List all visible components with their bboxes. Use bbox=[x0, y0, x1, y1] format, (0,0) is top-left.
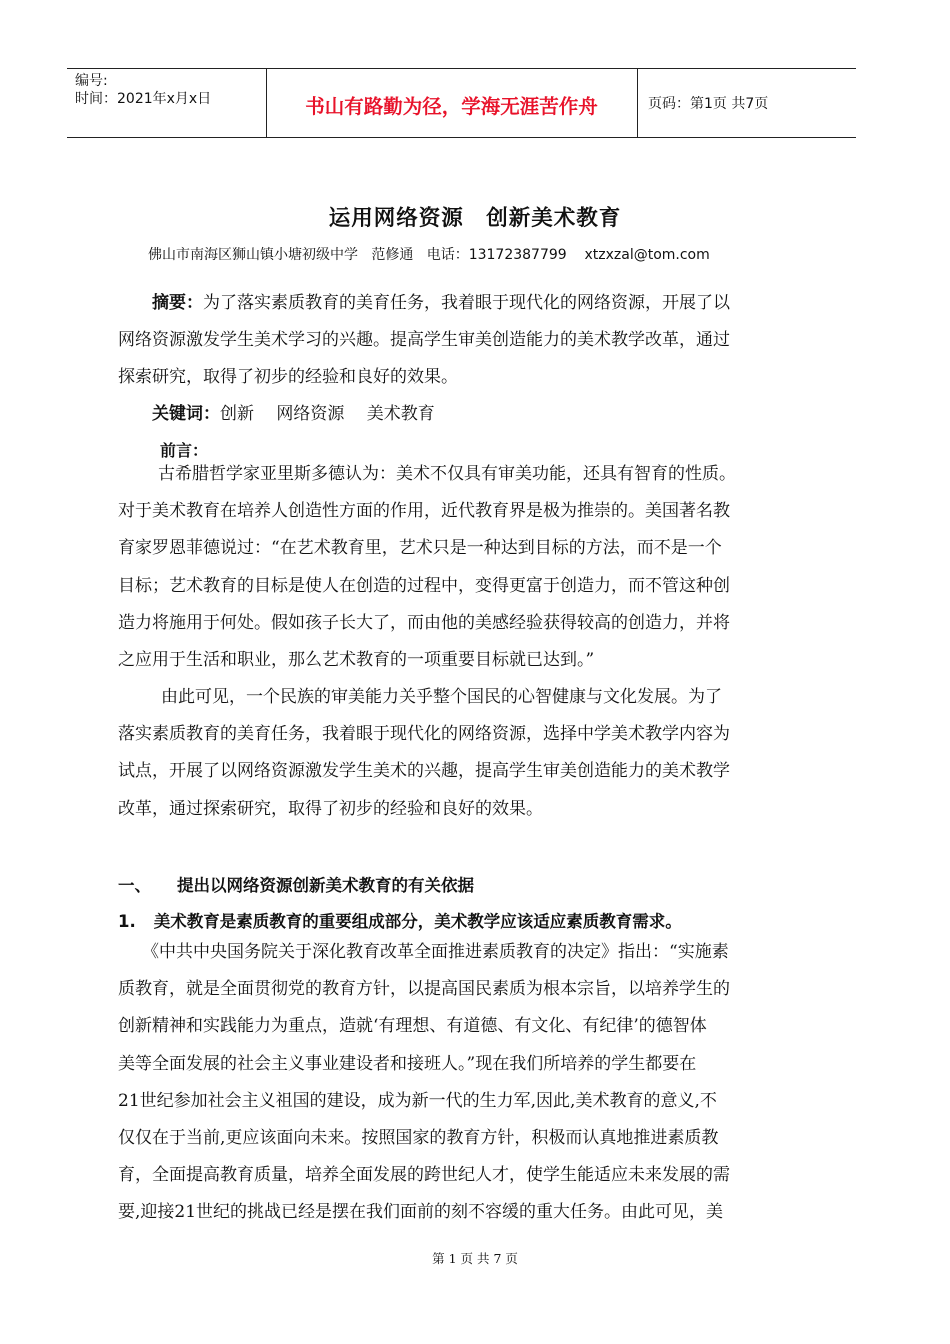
subsection-heading bbox=[118, 908, 682, 932]
policy-line: 《中共中央国务院关于深化教育改革全面推进素质教育的决定》指出：“实施素 bbox=[142, 942, 729, 962]
policy-line: 仅仅在于当前,更应该面向未来。按照国家的教育方针，积极而认真地推进素质教 bbox=[118, 1128, 719, 1149]
document-number-label: 编号: bbox=[75, 73, 108, 89]
section-title: 提出以网络资源创新美术教育的有关依据 bbox=[177, 876, 474, 895]
preface-line: 之应用于生活和职业，那么艺术教育的一项重要目标就已达到。” bbox=[118, 650, 595, 671]
subsection-title: 美术教育是素质教育的重要组成部分，美术教学应该适应素质教育需求。 bbox=[153, 912, 682, 931]
preface-paragraph bbox=[118, 456, 818, 679]
section-number: 一、 bbox=[118, 876, 151, 895]
intro-paragraph bbox=[118, 679, 818, 828]
header-divider bbox=[637, 69, 638, 137]
abstract-label: 摘要： bbox=[152, 293, 203, 313]
preface-line: 目标；艺术教育的目标是使人在创造的过程中，变得更富于创造力，而不管这种创 bbox=[118, 575, 730, 596]
document-time: 时间：2021年x月x日 bbox=[75, 91, 212, 107]
preface-label: 前言： bbox=[160, 441, 209, 460]
abstract-line: 探索研究，取得了初步的经验和良好的效果。 bbox=[118, 367, 458, 388]
intro-line: 改革，通过探索研究，取得了初步的经验和良好的效果。 bbox=[118, 798, 543, 819]
abstract-line: 网络资源激发学生美术学习的兴趣。提高学生审美创造能力的美术教学改革，通过 bbox=[118, 330, 730, 351]
policy-paragraph bbox=[118, 934, 818, 1232]
abstract-line: 摘要：为了落实素质教育的美育任务，我着眼于现代化的网络资源，开展了以 bbox=[152, 293, 730, 313]
page-footer: 第 1 页 共 7 页 bbox=[432, 1251, 518, 1266]
header-motto: 书山有路勤为径，学海无涯苦作舟 bbox=[305, 95, 598, 118]
header-meta bbox=[75, 72, 211, 108]
header-table bbox=[67, 68, 856, 138]
intro-line: 由此可见，一个民族的审美能力关乎整个国民的心智健康与文化发展。为了 bbox=[161, 687, 722, 707]
keywords-line bbox=[118, 396, 818, 433]
author-line: 佛山市南海区狮山镇小塘初级中学 范修通 电话：13172387799 xtzxzal@tom.com bbox=[148, 247, 710, 263]
preface-line: 育家罗恩菲德说过：“在艺术教育里，艺术只是一种达到目标的方法，而不是一个 bbox=[118, 538, 722, 559]
policy-line: 美等全面发展的社会主义事业建设者和接班人。”现在我们所培养的学生都要在 bbox=[118, 1053, 697, 1074]
policy-line: 育，全面提高教育质量，培养全面发展的跨世纪人才，使学生能适应未来发展的需 bbox=[118, 1165, 730, 1186]
abstract-paragraph bbox=[118, 285, 818, 397]
preface-line: 古希腊哲学家亚里斯多德认为：美术不仅具有审美功能，还具有智育的性质。 bbox=[158, 464, 736, 484]
policy-line: 质教育，就是全面贯彻党的教育方针，以提高国民素质为根本宗旨，以培养学生的 bbox=[118, 979, 730, 1000]
intro-line: 试点，开展了以网络资源激发学生美术的兴趣，提高学生审美创造能力的美术教学 bbox=[118, 761, 730, 782]
policy-line: 要,迎接21世纪的挑战已经是摆在我们面前的刻不容缓的重大任务。由此可见，美 bbox=[118, 1202, 724, 1223]
article-title: 运用网络资源 创新美术教育 bbox=[328, 206, 622, 231]
section-heading bbox=[118, 872, 474, 896]
subsection-number: 1. bbox=[118, 912, 136, 931]
policy-line: 21世纪参加社会主义祖国的建设，成为新一代的生力军,因此,美术教育的意义,不 bbox=[118, 1090, 717, 1111]
header-page-info: 页码：第1页 共7页 bbox=[648, 96, 769, 112]
preface-line: 造力将施用于何处。假如孩子长大了，而由他的美感经验获得较高的创造力，并将 bbox=[118, 612, 730, 633]
keywords-items: 创新 网络资源 美术教育 bbox=[220, 404, 435, 424]
intro-line: 落实素质教育的美育任务，我着眼于现代化的网络资源，选择中学美术教学内容为 bbox=[118, 724, 730, 745]
policy-line: 创新精神和实践能力为重点，造就‘有理想、有道德、有文化、有纪律’的德智体 bbox=[118, 1016, 707, 1037]
keywords-label: 关键词： bbox=[152, 404, 220, 424]
preface-line: 对于美术教育在培养人创造性方面的作用，近代教育界是极为推崇的。美国著名教 bbox=[118, 501, 730, 522]
